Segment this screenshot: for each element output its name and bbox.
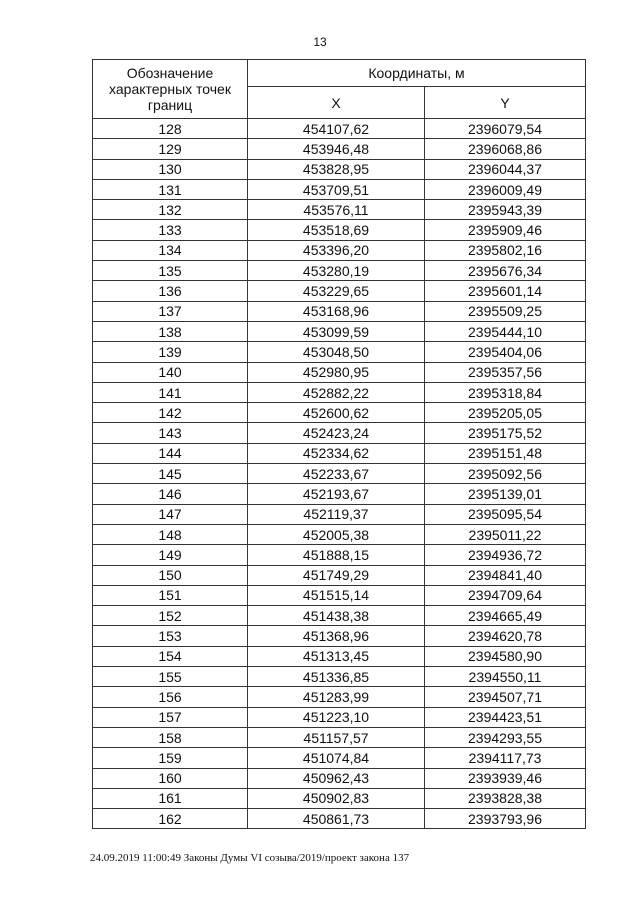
- cell-y: 2395601,14: [425, 281, 586, 301]
- cell-point-id: 156: [93, 687, 248, 707]
- cell-x: 454107,62: [248, 119, 425, 139]
- cell-point-id: 151: [93, 585, 248, 605]
- cell-y: 2395318,84: [425, 382, 586, 402]
- cell-y: 2393793,96: [425, 809, 586, 829]
- cell-point-id: 130: [93, 159, 248, 179]
- cell-x: 453229,65: [248, 281, 425, 301]
- cell-y: 2394117,73: [425, 748, 586, 768]
- cell-x: 453518,69: [248, 220, 425, 240]
- table-row: [93, 606, 586, 626]
- cell-y: 2393828,38: [425, 788, 586, 808]
- cell-point-id: 158: [93, 727, 248, 747]
- cell-y: 2395139,01: [425, 484, 586, 504]
- cell-y: 2395205,05: [425, 403, 586, 423]
- cell-point-id: 160: [93, 768, 248, 788]
- table-row: [93, 423, 586, 443]
- cell-y: 2394423,51: [425, 707, 586, 727]
- table-row: [93, 768, 586, 788]
- cell-point-id: 129: [93, 139, 248, 159]
- cell-x: 452005,38: [248, 524, 425, 544]
- table-row: [93, 565, 586, 585]
- table-row: [93, 179, 586, 199]
- cell-y: 2394936,72: [425, 545, 586, 565]
- cell-x: 452882,22: [248, 382, 425, 402]
- table-row: [93, 626, 586, 646]
- table-row: [93, 687, 586, 707]
- cell-point-id: 132: [93, 200, 248, 220]
- cell-x: 451336,85: [248, 667, 425, 687]
- table-row: [93, 261, 586, 281]
- cell-point-id: 137: [93, 301, 248, 321]
- cell-point-id: 128: [93, 119, 248, 139]
- cell-point-id: 153: [93, 626, 248, 646]
- cell-point-id: 141: [93, 382, 248, 402]
- cell-x: 450962,43: [248, 768, 425, 788]
- cell-x: 450861,73: [248, 809, 425, 829]
- cell-point-id: 157: [93, 707, 248, 727]
- table-row: [93, 646, 586, 666]
- table-row: [93, 464, 586, 484]
- table-row: [93, 484, 586, 504]
- cell-y: 2395357,56: [425, 362, 586, 382]
- cell-x: 451888,15: [248, 545, 425, 565]
- cell-x: 452119,37: [248, 504, 425, 524]
- cell-point-id: 155: [93, 667, 248, 687]
- cell-y: 2395151,48: [425, 443, 586, 463]
- cell-point-id: 148: [93, 524, 248, 544]
- cell-y: 2394620,78: [425, 626, 586, 646]
- cell-y: 2396044,37: [425, 159, 586, 179]
- header-y: Y: [425, 87, 586, 119]
- table-row: [93, 119, 586, 139]
- cell-y: 2395444,10: [425, 321, 586, 341]
- cell-y: 2394709,64: [425, 585, 586, 605]
- cell-x: 451223,10: [248, 707, 425, 727]
- table-body: [93, 119, 586, 829]
- cell-y: 2394665,49: [425, 606, 586, 626]
- cell-x: 453280,19: [248, 261, 425, 281]
- coordinates-table: [92, 59, 586, 829]
- table-header: [93, 60, 586, 119]
- header-x: X: [248, 87, 425, 119]
- table-row: [93, 301, 586, 321]
- cell-y: 2394550,11: [425, 667, 586, 687]
- header-point-name: Обозначение характерных точек границ: [93, 60, 248, 119]
- cell-y: 2395092,56: [425, 464, 586, 484]
- cell-point-id: 152: [93, 606, 248, 626]
- cell-point-id: 150: [93, 565, 248, 585]
- cell-point-id: 146: [93, 484, 248, 504]
- header-coordinates: Координаты, м: [248, 60, 586, 87]
- table-row: [93, 524, 586, 544]
- document-footer: 24.09.2019 11:00:49 Законы Думы VI созыва/2019/проект закона 137: [90, 852, 410, 864]
- table-row: [93, 342, 586, 362]
- cell-y: 2395509,25: [425, 301, 586, 321]
- cell-point-id: 145: [93, 464, 248, 484]
- table-row: [93, 321, 586, 341]
- cell-x: 451749,29: [248, 565, 425, 585]
- cell-x: 451438,38: [248, 606, 425, 626]
- page-number: 13: [313, 35, 327, 49]
- cell-point-id: 135: [93, 261, 248, 281]
- cell-point-id: 147: [93, 504, 248, 524]
- table-row: [93, 220, 586, 240]
- cell-point-id: 149: [93, 545, 248, 565]
- cell-y: 2394841,40: [425, 565, 586, 585]
- cell-y: 2395676,34: [425, 261, 586, 281]
- cell-x: 451313,45: [248, 646, 425, 666]
- cell-point-id: 144: [93, 443, 248, 463]
- table-row: [93, 667, 586, 687]
- cell-y: 2393939,46: [425, 768, 586, 788]
- cell-point-id: 139: [93, 342, 248, 362]
- cell-y: 2395802,16: [425, 240, 586, 260]
- cell-point-id: 159: [93, 748, 248, 768]
- table-row: [93, 403, 586, 423]
- cell-x: 452334,62: [248, 443, 425, 463]
- cell-x: 453576,11: [248, 200, 425, 220]
- cell-point-id: 162: [93, 809, 248, 829]
- cell-x: 450902,83: [248, 788, 425, 808]
- cell-x: 451283,99: [248, 687, 425, 707]
- cell-point-id: 136: [93, 281, 248, 301]
- cell-x: 452193,67: [248, 484, 425, 504]
- cell-x: 453946,48: [248, 139, 425, 159]
- cell-y: 2395909,46: [425, 220, 586, 240]
- table-row: [93, 545, 586, 565]
- cell-y: 2395011,22: [425, 524, 586, 544]
- cell-y: 2394580,90: [425, 646, 586, 666]
- cell-y: 2394293,55: [425, 727, 586, 747]
- cell-y: 2396079,54: [425, 119, 586, 139]
- table-row: [93, 727, 586, 747]
- cell-point-id: 142: [93, 403, 248, 423]
- table-row: [93, 443, 586, 463]
- cell-x: 453709,51: [248, 179, 425, 199]
- table-row: [93, 139, 586, 159]
- cell-x: 451074,84: [248, 748, 425, 768]
- table-row: [93, 159, 586, 179]
- cell-y: 2396068,86: [425, 139, 586, 159]
- table-row: [93, 281, 586, 301]
- cell-y: 2395175,52: [425, 423, 586, 443]
- table-row: [93, 362, 586, 382]
- table-row: [93, 585, 586, 605]
- cell-x: 451368,96: [248, 626, 425, 646]
- cell-x: 453099,59: [248, 321, 425, 341]
- cell-point-id: 154: [93, 646, 248, 666]
- table-row: [93, 382, 586, 402]
- cell-point-id: 143: [93, 423, 248, 443]
- cell-y: 2396009,49: [425, 179, 586, 199]
- cell-y: 2394507,71: [425, 687, 586, 707]
- cell-x: 452600,62: [248, 403, 425, 423]
- cell-point-id: 138: [93, 321, 248, 341]
- cell-x: 453396,20: [248, 240, 425, 260]
- cell-x: 451157,57: [248, 727, 425, 747]
- cell-point-id: 140: [93, 362, 248, 382]
- cell-y: 2395404,06: [425, 342, 586, 362]
- table-row: [93, 504, 586, 524]
- table-row: [93, 200, 586, 220]
- table-row: [93, 748, 586, 768]
- table-row: [93, 707, 586, 727]
- cell-x: 453168,96: [248, 301, 425, 321]
- table-row: [93, 788, 586, 808]
- cell-point-id: 134: [93, 240, 248, 260]
- cell-point-id: 131: [93, 179, 248, 199]
- cell-x: 452423,24: [248, 423, 425, 443]
- table-row: [93, 809, 586, 829]
- cell-x: 453828,95: [248, 159, 425, 179]
- cell-x: 453048,50: [248, 342, 425, 362]
- cell-y: 2395095,54: [425, 504, 586, 524]
- cell-point-id: 161: [93, 788, 248, 808]
- table-row: [93, 240, 586, 260]
- cell-x: 452980,95: [248, 362, 425, 382]
- cell-y: 2395943,39: [425, 200, 586, 220]
- cell-x: 451515,14: [248, 585, 425, 605]
- cell-x: 452233,67: [248, 464, 425, 484]
- cell-point-id: 133: [93, 220, 248, 240]
